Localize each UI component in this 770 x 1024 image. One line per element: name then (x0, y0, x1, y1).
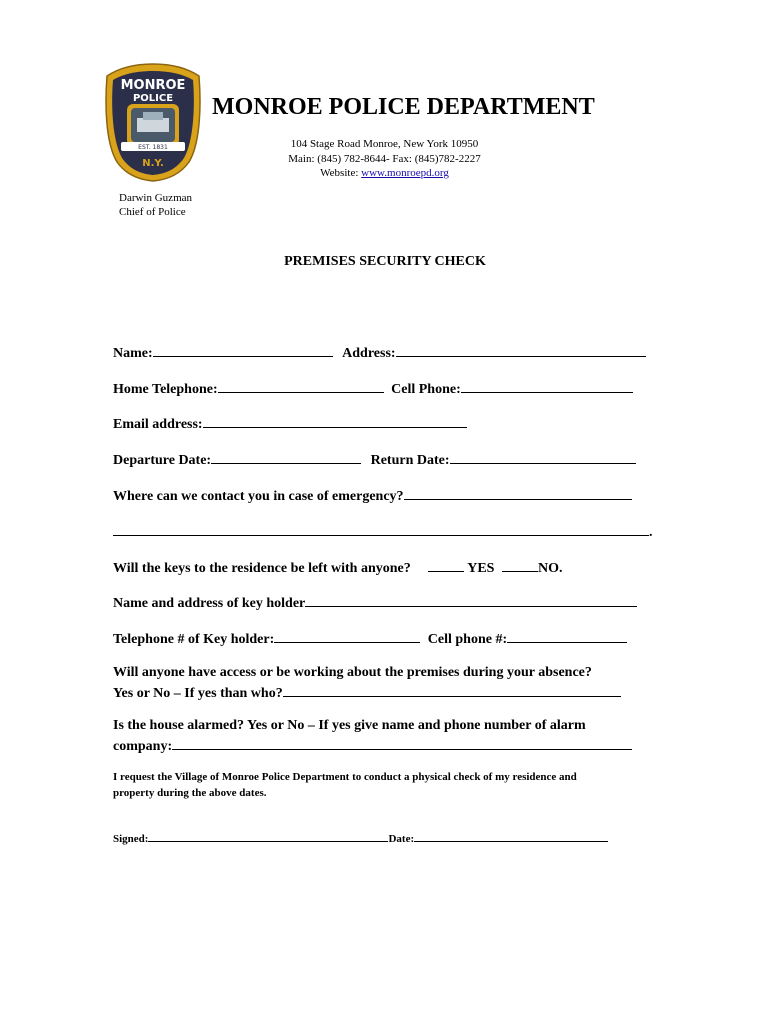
yes-label: YES (467, 561, 495, 576)
form-title: PREMISES SECURITY CHECK (284, 254, 486, 269)
key-holder-field[interactable] (305, 593, 637, 607)
email-row (113, 414, 467, 433)
website-line (212, 166, 557, 181)
phone-row (113, 379, 633, 398)
signature-field[interactable] (148, 830, 388, 842)
no-label: NO. (537, 561, 563, 576)
emergency-end-period: . (649, 525, 653, 540)
key-holder-telephone-field[interactable] (274, 629, 420, 643)
badge-bottom-text: N.Y. (142, 158, 164, 169)
key-holder-telephone-label: Telephone # of Key holder: (113, 632, 275, 647)
cell-phone-label: Cell Phone: (391, 382, 461, 397)
signature-date-field[interactable] (414, 830, 608, 842)
street-address: 104 Stage Road Monroe, New York 10950 (290, 138, 479, 150)
request-line-1: I request the Village of Monroe Police Department to conduct a physical check of my residence and (113, 771, 577, 783)
chief-name: Darwin Guzman (119, 192, 193, 204)
yes-blank[interactable] (428, 558, 464, 572)
date-label: Date: (388, 833, 415, 845)
address-field[interactable] (396, 343, 646, 357)
key-holder-phone-row (113, 629, 627, 648)
access-who-field[interactable] (283, 683, 621, 697)
access-followup-label: Yes or No – If yes than who? (113, 686, 283, 701)
alarm-company-label: company: (113, 739, 173, 754)
emergency-row-2 (113, 522, 653, 541)
website-link[interactable]: www.monroepd.org (361, 167, 449, 179)
return-date-label: Return Date: (370, 453, 450, 468)
email-label: Email address: (113, 417, 203, 432)
request-line-2: property during the above dates. (113, 787, 267, 799)
name-label: Name: (113, 346, 153, 361)
svg-text:EST. 1831: EST. 1831 (138, 144, 168, 151)
badge-top-text: MONROE (120, 78, 186, 93)
key-holder-label: Name and address of key holder (113, 596, 306, 611)
badge-middle-text: POLICE (132, 93, 174, 104)
departure-date-label: Departure Date: (113, 453, 212, 468)
home-telephone-label: Home Telephone: (113, 382, 218, 397)
cell-phone-field[interactable] (461, 379, 633, 393)
access-question-row (113, 665, 592, 681)
signed-label: Signed: (113, 833, 149, 845)
emergency-field-line-2[interactable] (113, 522, 649, 536)
signature-row (113, 830, 608, 845)
alarm-company-field[interactable] (172, 736, 632, 750)
keys-row (113, 558, 562, 577)
emergency-label: Where can we contact you in case of emergency? (113, 489, 404, 504)
contact-block (212, 137, 557, 181)
emergency-field[interactable] (404, 486, 632, 500)
access-question: Will anyone have access or be working about the premises during your absence? (113, 665, 592, 680)
alarm-question: Is the house alarmed? Yes or No – If yes give name and phone number of alarm (113, 718, 586, 733)
emergency-row (113, 486, 632, 505)
name-field[interactable] (153, 343, 333, 357)
name-address-row (113, 343, 646, 362)
key-holder-row (113, 593, 637, 612)
dates-row (113, 450, 636, 469)
address-label: Address: (342, 346, 396, 361)
chief-title: Chief of Police (119, 206, 186, 218)
department-title: MONROE POLICE DEPARTMENT (212, 94, 595, 120)
return-date-field[interactable] (450, 450, 636, 464)
key-holder-cell-field[interactable] (507, 629, 627, 643)
alarm-question-row (113, 718, 586, 734)
phone-fax: Main: (845) 782-8644- Fax: (845)782-2227 (288, 152, 481, 165)
website-label: Website: (320, 167, 362, 179)
access-followup-row (113, 683, 621, 702)
departure-date-field[interactable] (211, 450, 361, 464)
chief-block (119, 191, 192, 219)
keys-question: Will the keys to the residence be left with anyone? (113, 561, 411, 576)
email-field[interactable] (203, 414, 467, 428)
home-telephone-field[interactable] (218, 379, 384, 393)
no-blank[interactable] (502, 558, 538, 572)
police-badge-icon (103, 62, 203, 182)
alarm-company-row (113, 736, 632, 755)
key-holder-cell-label: Cell phone #: (427, 632, 508, 647)
